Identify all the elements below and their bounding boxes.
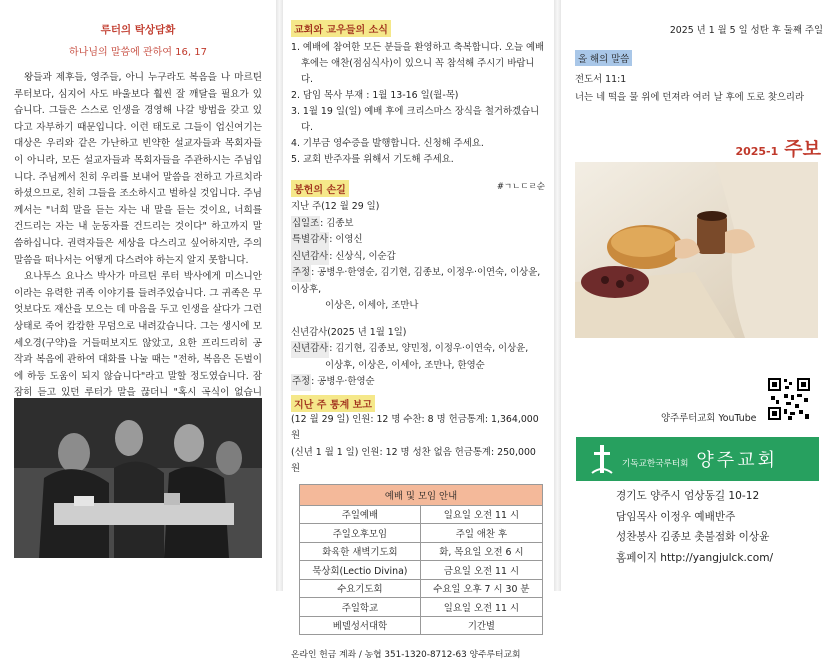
table-row: 주일예배 일요일 오전 11 시 (300, 505, 543, 524)
church-info (616, 486, 773, 568)
table-row: 베델성서대학 기간별 (300, 616, 543, 635)
denomination-name: 기독교한국루터회 (622, 459, 689, 469)
church-servers: 성찬봉사 김종보 촛불점화 이상윤 (616, 531, 770, 543)
notice-title: 교회와 교우들의 소식 (291, 20, 391, 37)
service-section (291, 180, 545, 197)
church-address: 경기도 양주시 엄상동길 10-12 (616, 490, 760, 502)
column-title: 루터의 탁상담화 (100, 24, 176, 36)
church-homepage[interactable]: 홈페이지 http://yangjulck.com/ (616, 551, 774, 564)
verse-text: 너는 네 떡을 물 위에 던져라 여러 날 후에 도로 찾으리라 (575, 92, 805, 103)
schedule-header: 예배 및 모임 안내 (300, 484, 543, 505)
notice-item: 1. 예배에 참여한 모든 분들을 환영하고 축복합니다. 오늘 예배 후에는 애찬(점심식사)이 있으니 꼭 참석해 주시기 바랍니다. (291, 42, 545, 85)
table-row: 묵상회(Lectio Divina) 금요일 오전 11 시 (300, 561, 543, 580)
church-banner (576, 437, 819, 481)
fold-line-2 (554, 0, 561, 591)
fold-line-1 (276, 0, 283, 591)
issue-date: 2025 년 1 월 5 일 성탄 후 둘째 주일 (669, 25, 823, 36)
verse-reference: 전도서 11:1 (575, 74, 627, 85)
luther-table-painting (14, 398, 262, 558)
bulletin-number: 2025-1 (735, 145, 779, 158)
newyear-heading: 신년감사(2025 년 1월 1일) (291, 326, 407, 338)
notice-item: 5. 교회 반주자를 위해서 기도해 주세요. (291, 154, 454, 165)
table-row: 수요기도회 수요일 오후 7 시 30 분 (300, 579, 543, 598)
column-paragraph-2: 요나투스 요나스 박사가 마르틴 루터 박사에게 미스니안이라는 유력한 귀족 이야기를 들려주었습니다. 그 귀족은 무엇보다도 재산을 모으는 데 마음을 두고 인생을 살다가 그런 상태로 죽어 캄캄한 무덤으로 내려갔습니다. 그는 생시에 모세오경(구약)을 거들떠보지도 않았고, 요한 프리드리히 공작과 복음에 관하여 대화를 나눌 때는 "전하, 복음은 돈벌이에 하등 도움이 되지 않습니다"라고 말할 정도였습니다. 잠잠히 듣고 있던 루터가 말을 끊더니 "혹시 곡식이 없습니 (14, 271, 262, 399)
table-row: 주일학교 일요일 오전 11 시 (300, 598, 543, 617)
notice-list (291, 40, 545, 168)
column-body (14, 70, 262, 418)
offering-account: 온라인 헌금 계좌 / 농협 351-1320-8712-63 양주루터교회 (291, 650, 521, 660)
qr-code-icon[interactable] (766, 376, 812, 422)
offering-row-cont: 이상후, 이상은, 이세아, 조만나, 한영순 (325, 359, 485, 371)
column-paragraph-1: 왕들과 제후들, 영주들, 아니 누구라도 복음을 나 마르틴 루터보다, 심지어 사도 바울보다 훨씬 잘 깨달을 필요가 있습니다. 그들은 스스로 인생을 경영해 나갈 방법을 갖고 있다고 자부하기 때문입니다. 이런 태도로 그들이 업신여기는 대상은 우리와 같은 가난하고 빈약한 설교자들과 목회자들이 아니라, 모든 설교자들과 목회자들을 주관하시는 주님입니다. 주님께서 친히 우리를 보내어 말씀을 전하고 가르치라 하셨으므로, 친히 그들을 조소하시고 벌하실 것입니다. 주님께서는 "너희 말을 듣는 자는 내 말을 듣는 것이요, 너희를 건드리는 자는 내 눈동자를 건드리는 것이다" 하고까지 말씀하십니다. 권력자들은 세상을 다스리고 싶어하지만, 주의 말씀을 떠나서는 어떻게 다스려야 하는지 알지 못합니다. (14, 72, 262, 266)
service-title: 봉헌의 손길 (291, 180, 349, 197)
service-tag: #ㄱㄴㄷㄹ순 (496, 182, 545, 192)
church-name: 양주교회 (696, 450, 778, 471)
notice-item: 4. 기부금 영수증을 발행합니다. 신청해 주세요. (291, 138, 484, 149)
schedule-table (299, 484, 543, 636)
stats-row: (12 월 29 일) 인원: 12 명 수찬: 8 명 헌금통계: 1,364,000 원 (291, 413, 539, 441)
stats-title: 지난 주 통계 보고 (291, 395, 375, 412)
offering-row: 십일조: 김종보 (291, 216, 545, 233)
offering-row: 주정: 공병우·한영순 (291, 374, 545, 391)
offering-row: 주정: 공병우·한영순, 김기현, 김종보, 이정우·이연숙, 이상윤, 이상후, (291, 267, 541, 295)
last-week-heading: 지난 주(12 월 29 일) (291, 201, 380, 212)
offering-row: 특별감사: 이영신 (291, 232, 545, 249)
notice-item: 2. 담임 목사 부재 : 1월 13-16 일(월-목) (291, 90, 459, 101)
verse-title: 올 해의 말씀 (575, 50, 632, 66)
church-pastor: 담임목사 이정우 예배반주 (616, 510, 736, 523)
column-subtitle: 하나님의 말씀에 관하여 16, 17 (69, 47, 207, 58)
table-row: 화육한 새벽기도회 화, 목요일 오전 6 시 (300, 542, 543, 561)
offering-row: 신년감사: 김기현, 김종보, 양민정, 이정우·이연숙, 이상윤, (291, 341, 545, 358)
table-row: 주일오후모임 주일 애찬 후 (300, 524, 543, 543)
youtube-label: 양주루터교회 YouTube (661, 413, 757, 424)
stats-row: (신년 1 월 1 일) 인원: 12 명 성찬 없음 헌금통계: 250,000 원 (291, 446, 536, 474)
bulletin-title (735, 134, 821, 161)
notice-item: 3. 1월 19 일(일) 예배 후에 크리스마스 장식을 철거하겠습니다. (291, 106, 540, 133)
cross-icon (590, 443, 614, 475)
bulletin-word: 주보 (784, 138, 821, 160)
communion-photo (575, 162, 818, 338)
offering-row-cont: 이상은, 이세아, 조만나 (325, 300, 419, 311)
offering-row: 신년감사: 신상식, 이순갑 (291, 249, 545, 266)
panel-news (283, 0, 553, 660)
